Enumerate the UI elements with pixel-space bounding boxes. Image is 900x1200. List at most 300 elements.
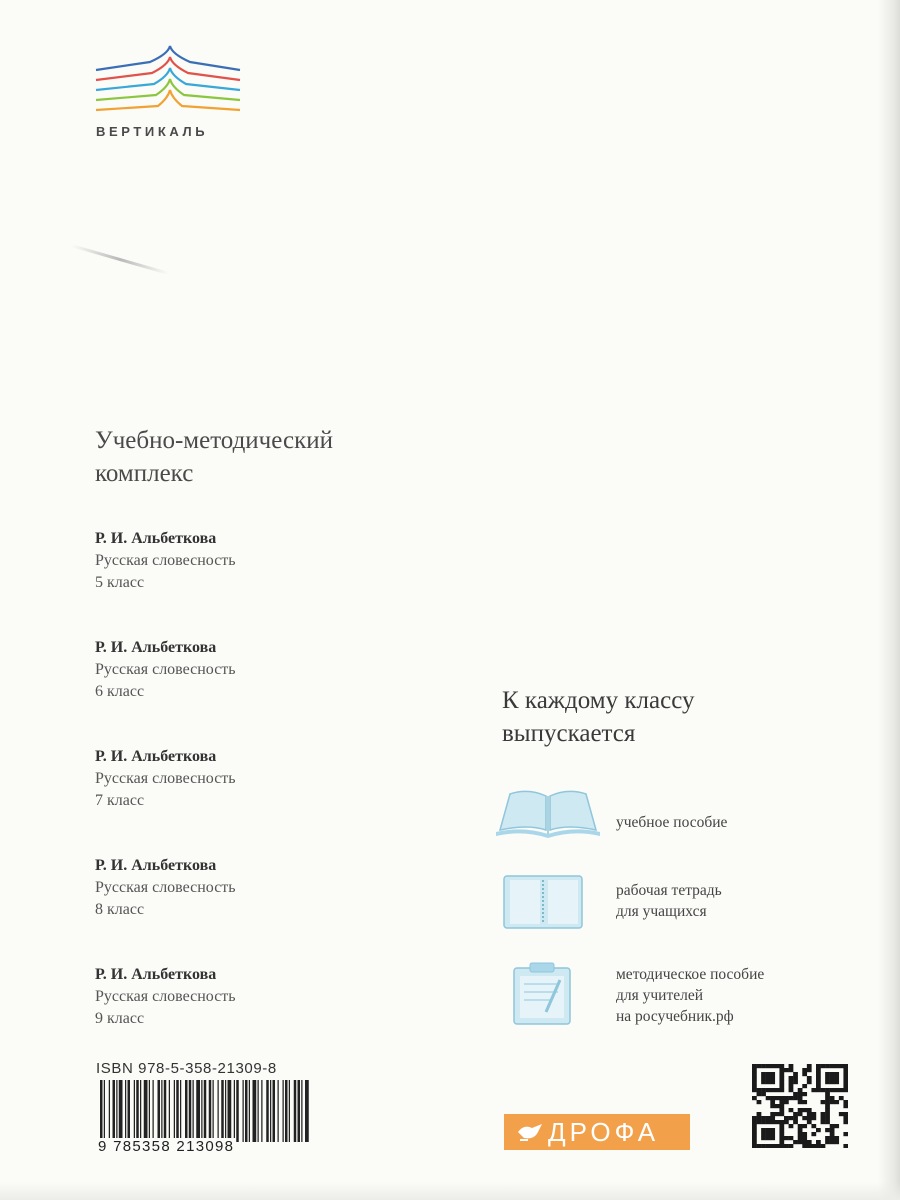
qr-module [789,1096,794,1100]
qr-module [830,1136,835,1140]
book-subject: Русская словесность [95,988,236,1005]
bird-icon [516,1120,544,1144]
barcode-bar [144,1080,148,1142]
qr-module [816,1080,821,1084]
qr-module [830,1100,835,1104]
qr-module [779,1144,784,1148]
book-grade: 5 класс [95,574,145,591]
notebook-icon [492,874,604,930]
item-label-line: на росучебник.рф [616,1008,734,1025]
publisher-name: ДРОФА [548,1117,660,1147]
item-label-line: для учителей [616,987,704,1004]
qr-module [798,1088,803,1092]
barcode-bar [113,1080,116,1142]
qr-module [779,1124,784,1128]
qr-module [798,1132,803,1136]
qr-module [811,1112,816,1116]
item-label-line: методическое пособие [616,966,765,983]
qr-module [757,1100,762,1104]
barcode-bar [270,1080,271,1142]
qr-module [798,1092,803,1096]
qr-module [779,1072,784,1076]
qr-module [784,1116,789,1120]
qr-module [830,1076,835,1080]
qr-module [793,1080,798,1084]
clipboard-icon [492,962,604,1026]
qr-module [843,1068,848,1072]
qr-module [830,1128,835,1132]
barcode-bar [301,1080,302,1142]
qr-module [807,1064,812,1068]
series-note [502,684,822,750]
barcode-bar [245,1080,248,1142]
qr-module [770,1112,775,1116]
barcode-bar [149,1080,150,1142]
qr-module [843,1100,848,1104]
qr-module [784,1100,789,1104]
barcode-bar [193,1080,194,1142]
qr-module [825,1104,830,1108]
qr-module [807,1068,812,1072]
item-label-line: для учащихся [616,903,707,920]
qr-module [761,1132,766,1136]
qr-module [761,1076,766,1080]
qr-module [843,1064,848,1068]
page-edge-shadow [878,0,900,1200]
qr-module [779,1136,784,1140]
qr-module [752,1084,757,1088]
qr-module [830,1096,835,1100]
qr-module [798,1140,803,1144]
book-grade: 6 класс [95,683,145,700]
barcode-bar [236,1080,239,1142]
qr-module [779,1140,784,1144]
qr-module [770,1080,775,1084]
qr-module [770,1088,775,1092]
qr-module [821,1144,826,1148]
barcode-bar [253,1080,257,1142]
barcode-bar [213,1080,214,1142]
barcode-bar [176,1080,179,1142]
qr-module [789,1080,794,1084]
qr-module [830,1064,835,1068]
complex-title [95,424,415,490]
barcode-bar [169,1080,170,1142]
book-entry-9 [95,964,425,1073]
open-book-icon [492,784,604,840]
qr-module [793,1092,798,1096]
barcode-bar [116,1080,117,1142]
qr-module [779,1108,784,1112]
qr-module [789,1124,794,1128]
qr-module [798,1100,803,1104]
qr-module [793,1112,798,1116]
barcode-bar [164,1080,167,1142]
qr-module [770,1096,775,1100]
qr-module [821,1064,826,1068]
book-grade: 8 класс [95,901,145,918]
qr-module [793,1072,798,1076]
book-entry-7 [95,746,425,855]
barcode-bar [180,1080,181,1142]
qr-module [830,1072,835,1076]
qr-module [757,1088,762,1092]
qr-module [775,1104,780,1108]
qr-module [798,1112,803,1116]
qr-module [779,1064,784,1068]
qr-module [816,1064,821,1068]
qr-module [825,1092,830,1096]
book-subject: Русская словесность [95,770,236,787]
qr-module [843,1132,848,1136]
qr-module [766,1096,771,1100]
book-entry-5 [95,528,425,637]
qr-code [752,1064,848,1148]
qr-module [757,1092,762,1096]
barcode-bar [243,1080,244,1142]
book-author: Р. И. Альбеткова [95,966,217,983]
barcode-bar [104,1080,105,1142]
qr-module [752,1116,757,1120]
qr-module [779,1112,784,1116]
qr-module [761,1072,766,1076]
qr-module [793,1096,798,1100]
barcode-bar [119,1080,123,1142]
qr-module [825,1108,830,1112]
qr-module [766,1120,771,1124]
qr-module [775,1064,780,1068]
barcode-digits: 9 785358 213098 [98,1138,235,1155]
qr-module [807,1144,812,1148]
qr-module [779,1100,784,1104]
barcode-bar [204,1080,207,1142]
barcode-bar [273,1080,276,1142]
qr-module [830,1088,835,1092]
qr-module [779,1080,784,1084]
qr-module [816,1140,821,1144]
qr-module [752,1120,757,1124]
qr-module [816,1084,821,1088]
qr-module [761,1128,766,1132]
qr-module [807,1108,812,1112]
qr-module [766,1144,771,1148]
qr-module [802,1100,807,1104]
publisher-logo [504,1114,690,1150]
qr-module [789,1084,794,1088]
qr-module [752,1144,757,1148]
qr-module [784,1068,789,1072]
barcode-bar [278,1080,279,1142]
complex-title-line: Учебно-методический [95,427,333,454]
qr-module [816,1128,821,1132]
barcode-bar [258,1080,259,1142]
qr-module [793,1076,798,1080]
qr-module [770,1072,775,1076]
qr-module [839,1064,844,1068]
qr-module [807,1116,812,1120]
qr-module [761,1136,766,1140]
barcode-bar [228,1080,232,1142]
barcode-bar [196,1080,200,1142]
item-label [616,964,764,1027]
qr-module [802,1132,807,1136]
qr-module [802,1144,807,1148]
qr-module [770,1132,775,1136]
qr-module [802,1092,807,1096]
qr-module [798,1108,803,1112]
qr-module [802,1084,807,1088]
qr-module [825,1140,830,1144]
barcode-bar [109,1080,110,1142]
qr-module [843,1120,848,1124]
qr-module [825,1100,830,1104]
qr-module [802,1108,807,1112]
barcode-bar [128,1080,131,1142]
qr-module [843,1104,848,1108]
qr-module [779,1068,784,1072]
qr-module [807,1112,812,1116]
qr-module [811,1088,816,1092]
book-list [95,528,425,1073]
qr-module [802,1072,807,1076]
qr-module [784,1144,789,1148]
qr-module [798,1136,803,1140]
barcode-bar [201,1080,202,1142]
qr-module [766,1132,771,1136]
qr-module [779,1120,784,1124]
qr-module [793,1140,798,1144]
item-textbook [492,784,832,854]
barcode-bar [100,1080,103,1142]
barcode-bar [218,1080,219,1142]
qr-module [807,1120,812,1124]
qr-module [770,1144,775,1148]
qr-module [775,1144,780,1148]
qr-module [825,1136,830,1140]
qr-module [752,1068,757,1072]
qr-module [757,1064,762,1068]
book-grade: 9 класс [95,1010,145,1027]
qr-module [770,1076,775,1080]
barcode-bar [261,1080,262,1142]
qr-module [779,1088,784,1092]
qr-module [834,1140,839,1144]
qr-module [834,1076,839,1080]
barcode-bar [249,1080,250,1142]
qr-module [825,1120,830,1124]
qr-module [811,1144,816,1148]
qr-module [789,1116,794,1120]
qr-module [789,1136,794,1140]
qr-module [761,1144,766,1148]
qr-module [789,1076,794,1080]
qr-module [775,1096,780,1100]
book-author: Р. И. Альбеткова [95,530,217,547]
qr-module [779,1128,784,1132]
qr-module [752,1136,757,1140]
qr-module [834,1088,839,1092]
series-note-line: выпускается [502,720,636,747]
qr-module [843,1076,848,1080]
qr-module [752,1076,757,1080]
qr-module [766,1076,771,1080]
qr-module [825,1072,830,1076]
qr-module [766,1136,771,1140]
item-label [616,812,727,833]
item-workbook [492,874,832,944]
isbn-text: ISBN 978-5-358-21309-8 [96,1060,277,1077]
item-label-line: рабочая тетрадь [616,882,722,899]
qr-module [757,1120,762,1124]
qr-module [770,1116,775,1120]
qr-module [789,1068,794,1072]
qr-module [807,1140,812,1144]
qr-module [770,1128,775,1132]
qr-module [843,1080,848,1084]
barcode-bar [305,1080,309,1142]
qr-module [770,1104,775,1108]
qr-module [770,1100,775,1104]
qr-module [807,1076,812,1080]
qr-module [843,1144,848,1148]
qr-module [789,1088,794,1092]
barcode-bar [136,1080,139,1142]
barcode-bar [189,1080,192,1142]
barcode-bar [134,1080,135,1142]
qr-module [825,1076,830,1080]
qr-module [825,1116,830,1120]
barcode-bar [285,1080,288,1142]
qr-module [798,1096,803,1100]
qr-module [816,1088,821,1092]
barcode-bar [283,1080,284,1142]
barcode-bar [125,1080,126,1142]
qr-module [834,1072,839,1076]
qr-module [766,1128,771,1132]
qr-module [793,1116,798,1120]
barcode-bar [289,1080,290,1142]
qr-module [816,1076,821,1080]
qr-module [802,1116,807,1120]
qr-module [821,1116,826,1120]
barcode-bar [294,1080,297,1142]
barcode-bar [140,1080,141,1142]
qr-module [761,1116,766,1120]
barcode-bar [185,1080,188,1142]
qr-module [766,1064,771,1068]
qr-module [834,1136,839,1140]
qr-module [752,1080,757,1084]
qr-module [779,1084,784,1088]
item-label-line: учебное пособие [616,814,728,831]
qr-module [811,1116,816,1120]
qr-module [830,1132,835,1136]
page-bottom-edge [0,1182,900,1200]
qr-module [761,1120,766,1124]
qr-module [752,1124,757,1128]
series-note-line: К каждому классу [502,687,695,714]
qr-module [802,1136,807,1140]
book-entry-8 [95,855,425,964]
qr-module [821,1120,826,1124]
qr-module [766,1088,771,1092]
qr-module [839,1096,844,1100]
barcode-bar [225,1080,226,1142]
qr-module [843,1088,848,1092]
qr-module [816,1072,821,1076]
qr-module [752,1140,757,1144]
qr-module [770,1120,775,1124]
book-subject: Русская словесность [95,661,236,678]
barcode-bar [174,1080,175,1142]
qr-module [821,1100,826,1104]
barcode-bar [221,1080,224,1142]
barcode-bar [153,1080,154,1142]
qr-module [798,1124,803,1128]
qr-module [798,1128,803,1132]
item-teacher-guide [492,962,832,1032]
qr-module [811,1132,816,1136]
qr-module [843,1084,848,1088]
qr-module [752,1096,757,1100]
barcode-bar [298,1080,301,1142]
qr-module [802,1068,807,1072]
qr-module [779,1132,784,1136]
qr-module [793,1120,798,1124]
qr-module [802,1140,807,1144]
qr-module [757,1112,762,1116]
qr-module [839,1112,844,1116]
qr-module [825,1096,830,1100]
qr-module [830,1140,835,1144]
book-grade: 7 класс [95,792,145,809]
qr-module [834,1064,839,1068]
qr-module [825,1088,830,1092]
qr-module [770,1136,775,1140]
paper-scuff-mark [72,244,169,274]
qr-module [821,1088,826,1092]
qr-module [761,1080,766,1084]
barcode-bar [161,1080,162,1142]
barcode-bar [158,1080,161,1142]
qr-module [802,1124,807,1128]
book-subject: Русская словесность [95,552,236,569]
book-author: Р. И. Альбеткова [95,748,217,765]
qr-module [766,1080,771,1084]
qr-module [789,1108,794,1112]
qr-module [766,1116,771,1120]
qr-module [752,1064,757,1068]
qr-module [784,1120,789,1124]
qr-module [757,1116,762,1120]
qr-module [830,1124,835,1128]
qr-module [825,1128,830,1132]
logo-text: ВЕРТИКАЛЬ [96,124,209,139]
qr-module [775,1120,780,1124]
qr-module [752,1088,757,1092]
barcode-bar [209,1080,212,1142]
qr-module [843,1072,848,1076]
qr-module [816,1068,821,1072]
qr-module [752,1072,757,1076]
qr-module [843,1112,848,1116]
complex-title-line: комплекс [95,460,194,487]
qr-module [825,1064,830,1068]
qr-module [839,1088,844,1092]
qr-module [775,1088,780,1092]
barcode-bar [266,1080,269,1142]
qr-module [830,1080,835,1084]
